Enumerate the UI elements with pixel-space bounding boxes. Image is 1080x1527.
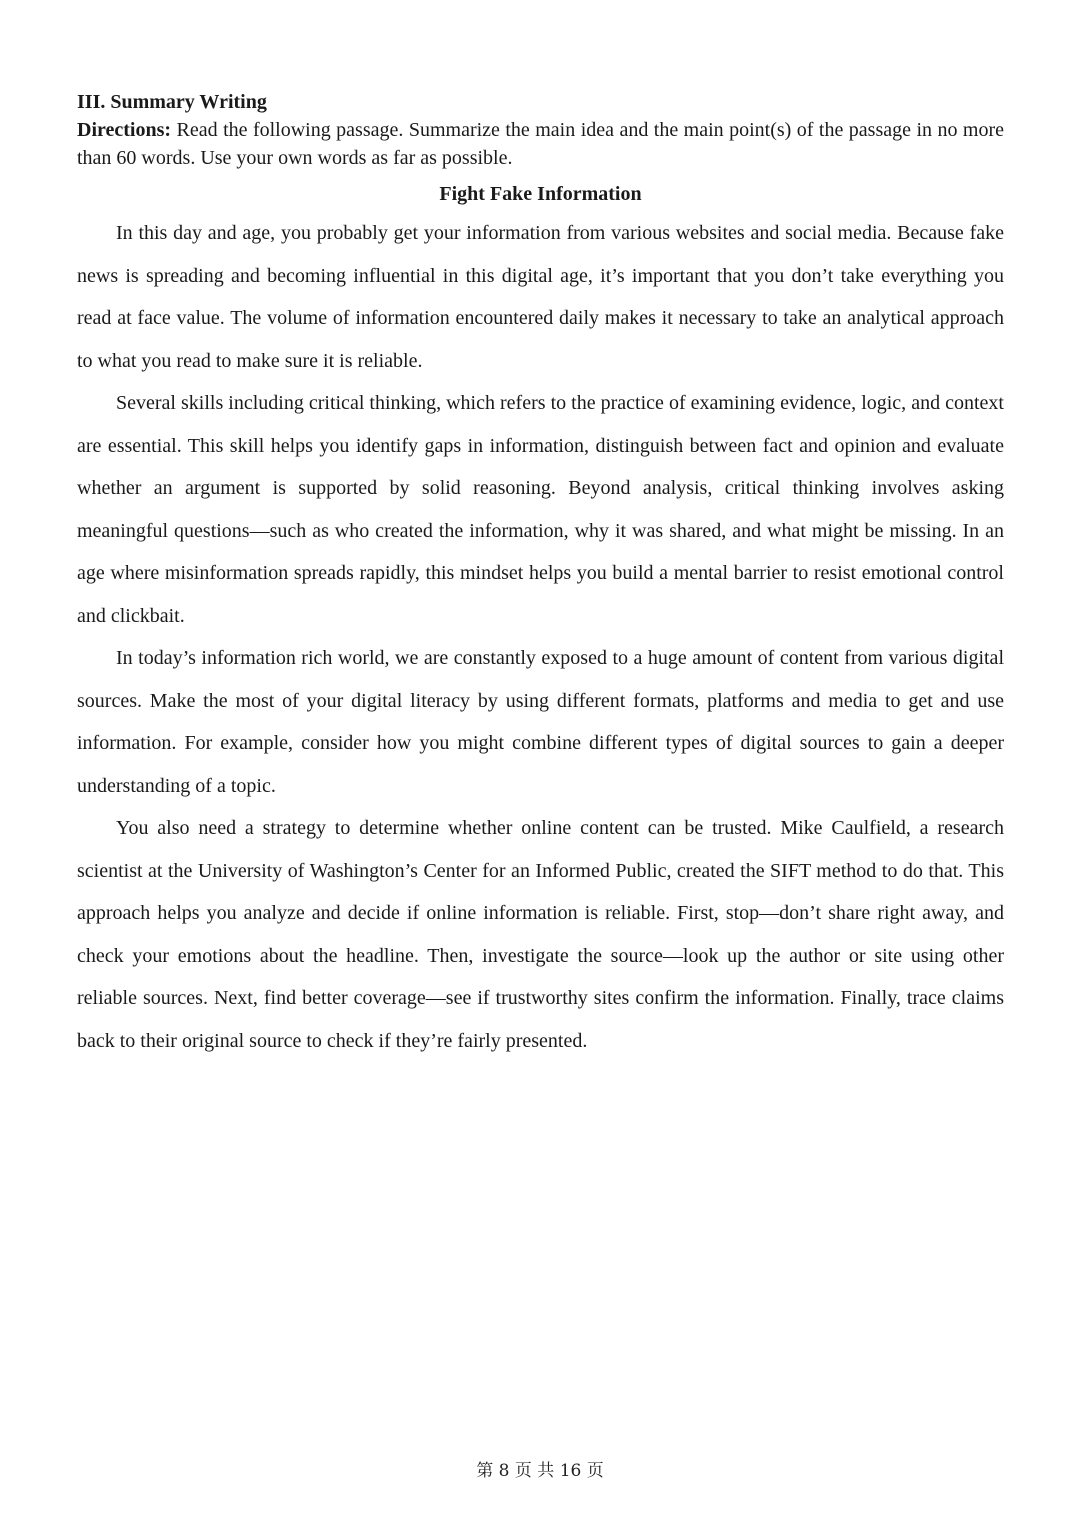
passage-paragraph-3: In today’s information rich world, we are constantly exposed to a huge amount of content from various digital sources. Make the most of your digital literacy by using different formats, platforms and media to get and use information. For example, consider how you might combine different types of digital sources to gain a deeper understanding of a topic.	[77, 647, 1004, 797]
passage-paragraph-1: In this day and age, you probably get your information from various websites and social media. Because fake news is spreading and becoming influential in this digital age, it’s important that you don’t take everything you read at face value. The volume of information encountered daily makes it necessary to take an analytical approach to what you read to make sure it is reliable.	[77, 222, 1004, 372]
directions-text: Read the following passage. Summarize the main idea and the main point(s) of the passage in no more than 60 words. Use your own words as far as possible.	[77, 119, 1004, 169]
page-number-footer: 第 8 页 共 16 页	[476, 1461, 604, 1481]
passage-paragraph-4: You also need a strategy to determine whether online content can be trusted. Mike Caulfield, a research scientist at the University of Washington’s Center for an Informed Public, created the SIFT method to do that. This approach helps you analyze and decide if online information is reliable. First, stop—don’t share right away, and check your emotions about the headline. Then, investigate the source—look up the author or site using other reliable sources. Next, find better coverage—see if trustworthy sites confirm the information. Finally, trace claims back to their original source to check if they’re fairly presented.	[77, 817, 1004, 1052]
passage-paragraph-2: Several skills including critical thinking, which refers to the practice of examining evidence, logic, and context are essential. This skill helps you identify gaps in information, distinguish between fact and opinion and evaluate whether an argument is supported by solid reasoning. Beyond analysis, critical thinking involves asking meaningful questions—such as who created the information, why it was shared, and what might be missing. In an age where misinformation spreads rapidly, this mindset helps you build a mental barrier to resist emotional control and clickbait.	[77, 392, 1004, 627]
directions	[77, 116, 1004, 172]
directions-label: Directions:	[77, 119, 172, 141]
document-page	[77, 88, 1004, 1062]
passage-title: Fight Fake Information	[439, 183, 642, 205]
section-heading: III. Summary Writing	[77, 91, 267, 113]
